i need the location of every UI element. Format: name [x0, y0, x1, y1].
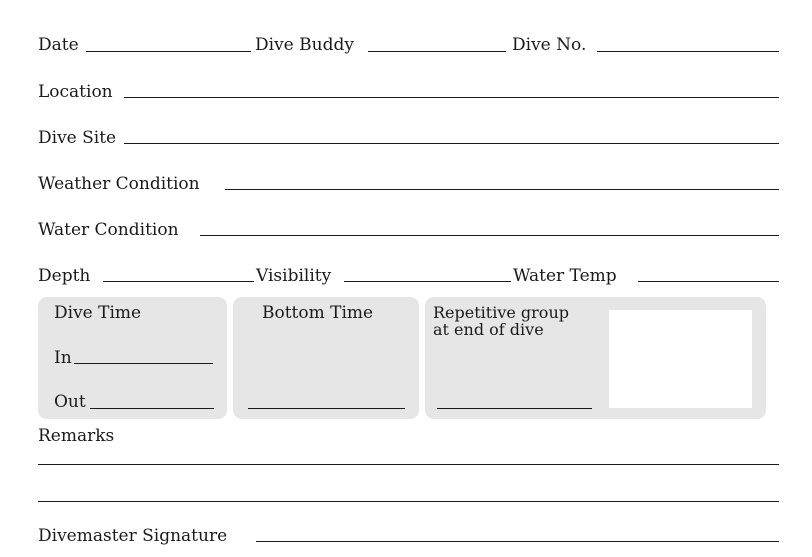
bottom-time-field[interactable]	[248, 408, 405, 409]
dive-no-label: Dive No.	[512, 35, 587, 55]
dive-no-field[interactable]	[597, 51, 779, 52]
dive-time-out-label: Out	[54, 392, 86, 412]
dive-time-title: Dive Time	[54, 303, 142, 323]
water-condition-label: Water Condition	[38, 220, 179, 240]
visibility-field[interactable]	[344, 281, 511, 282]
remarks-line-1[interactable]	[38, 464, 779, 465]
water-temp-label: Water Temp	[513, 266, 617, 286]
dive-site-field[interactable]	[124, 143, 779, 144]
dive-time-in-field[interactable]	[74, 363, 213, 364]
dive-buddy-field[interactable]	[368, 51, 506, 52]
dive-time-out-field[interactable]	[90, 408, 214, 409]
repetitive-group-panel	[425, 297, 766, 419]
weather-condition-field[interactable]	[225, 189, 779, 190]
date-field[interactable]	[86, 51, 251, 52]
depth-field[interactable]	[103, 281, 254, 282]
divemaster-signature-label: Divemaster Signature	[38, 526, 228, 546]
dive-time-panel	[38, 297, 227, 419]
bottom-time-panel	[233, 297, 419, 419]
depth-label: Depth	[38, 266, 91, 286]
divemaster-signature-field[interactable]	[256, 541, 779, 542]
dive-site-label: Dive Site	[38, 128, 117, 148]
date-label: Date	[38, 35, 79, 55]
repetitive-group-title-line1: Repetitive group	[433, 303, 569, 322]
dive-buddy-label: Dive Buddy	[255, 35, 354, 55]
location-field[interactable]	[124, 97, 779, 98]
repetitive-group-box[interactable]	[609, 310, 752, 408]
water-temp-field[interactable]	[638, 281, 779, 282]
location-label: Location	[38, 82, 113, 102]
dive-time-in-label: In	[54, 348, 72, 368]
remarks-line-2[interactable]	[38, 501, 779, 502]
remarks-label: Remarks	[38, 426, 115, 446]
bottom-time-title: Bottom Time	[262, 303, 374, 323]
water-condition-field[interactable]	[200, 235, 779, 236]
repetitive-group-title-line2: at end of dive	[433, 320, 544, 339]
visibility-label: Visibility	[256, 266, 332, 286]
repetitive-group-field[interactable]	[437, 408, 592, 409]
weather-condition-label: Weather Condition	[38, 174, 200, 194]
